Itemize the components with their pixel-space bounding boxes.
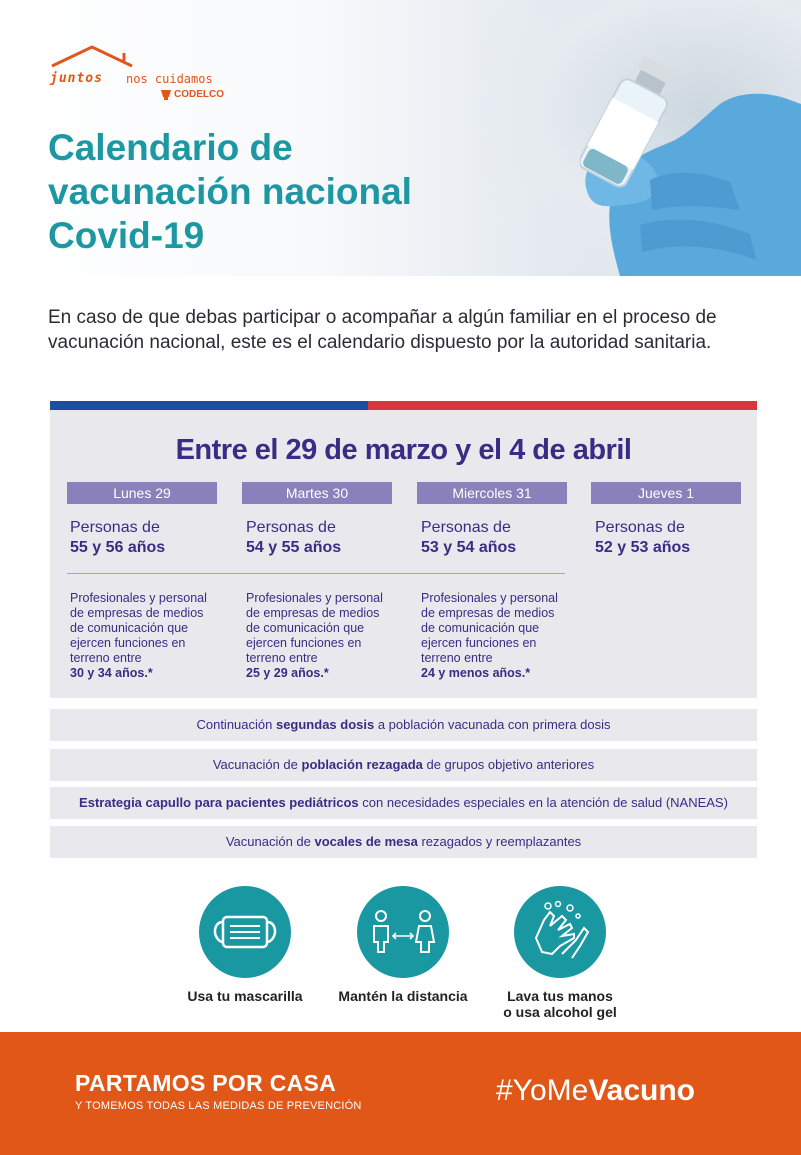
handwash-icon-circle [514,886,606,978]
info-row-second-doses [50,709,757,741]
footer-subtitle: Y TOMEMOS TODAS LAS MEDIDAS DE PREVENCIÓN [75,1100,362,1112]
professionals-ages: 24 y menos años.* [421,666,531,680]
row-bold: Estrategia capullo para pacientes pediátricos [79,795,359,810]
row-bold: vocales de mesa [314,834,418,849]
brand-codelco: CODELCO [174,89,224,100]
day-column-tuesday [242,482,392,558]
mask-label: Usa tu mascarilla [187,988,303,1004]
handwash-label-line-2: o usa alcohol gel [503,1004,617,1020]
distance-label: Mantén la distancia [338,988,468,1004]
calendar-panel [50,410,757,698]
row-text: Vacunación de [225,834,315,849]
professionals-text: Profesionales y personal de empresas de medios de comunicación que ejercen funciones en terreno entre [246,591,383,665]
professionals-wednesday [421,591,571,681]
professionals-tuesday [246,591,396,681]
calendar-heading: Entre el 29 de marzo y el 4 de abril [175,434,632,466]
row-text: Vacunación de [212,757,302,772]
info-row-poll-workers [50,826,757,858]
info-row-lagging-population [50,749,757,781]
title-line-2: vacunación nacional [48,171,412,212]
page-title [48,126,412,258]
footer-banner [0,1032,801,1155]
row-text: rezagados y reemplazantes [417,834,582,849]
brand-nos-cuidamos: nos cuidamos [126,72,213,86]
vaccine-vial-icon [580,20,801,276]
day-column-thursday [591,482,741,558]
footer-title: PARTAMOS POR CASA [75,1070,337,1096]
day-header: Lunes 29 [67,482,217,504]
stripe-blue [50,401,368,410]
day-persons-label: Personas de [421,519,511,536]
day-ages: 55 y 56 años [70,539,166,556]
mask-icon [199,886,291,978]
hashtag-light: #YoMe [496,1074,589,1107]
day-persons-label: Personas de [595,519,685,536]
professionals-ages: 25 y 29 años.* [246,666,329,680]
row-text: con necesidades especiales en la atención de salud (NANEAS) [358,795,728,810]
hero-banner [0,0,801,276]
stripe-red [368,401,757,410]
mask-icon-circle [199,886,291,978]
day-column-monday [67,482,217,558]
distance-icon [357,886,449,978]
info-row-pediatric-strategy [50,787,757,819]
day-header: Miercoles 31 [417,482,567,504]
row-text: Continuación [196,717,276,732]
handwash-label [480,988,640,1020]
day-header: Martes 30 [242,482,392,504]
title-line-3: Covid-19 [48,215,205,256]
brand-logo [50,44,250,104]
title-line-1: Calendario de [48,127,293,168]
footer-hashtag [496,1074,695,1108]
professionals-text: Profesionales y personal de empresas de medios de comunicación que ejercen funciones en terreno entre [421,591,558,665]
row-text: de grupos objetivo anteriores [422,757,595,772]
day-header: Jueves 1 [591,482,741,504]
distance-icon-circle [357,886,449,978]
brand-juntos: juntos [50,71,103,86]
professionals-monday [70,591,220,681]
intro-text: En caso de que debas participar o acompañar a algún familiar en el proceso de vacunación nacional, este es el calendario dispuesto por la autoridad sanitaria. [48,307,717,353]
handwash-icon [514,886,606,978]
professionals-text: Profesionales y personal de empresas de medios de comunicación que ejercen funciones en terreno entre [70,591,207,665]
day-persons-label: Personas de [70,519,160,536]
day-persons-label: Personas de [246,519,336,536]
professionals-ages: 30 y 34 años.* [70,666,153,680]
codelco-logo-icon [160,89,172,100]
day-ages: 53 y 54 años [421,539,517,556]
day-column-wednesday [417,482,567,558]
roof-icon [50,44,134,70]
row-bold: segundas dosis [275,717,375,732]
row-text: a población vacunada con primera dosis [374,717,611,732]
handwash-label-line-1: Lava tus manos [507,988,613,1004]
calendar-divider [67,573,565,574]
day-ages: 52 y 53 años [595,539,691,556]
hashtag-bold: Vacuno [588,1074,696,1107]
day-ages: 54 y 55 años [246,539,342,556]
row-bold: población rezagada [301,757,423,772]
